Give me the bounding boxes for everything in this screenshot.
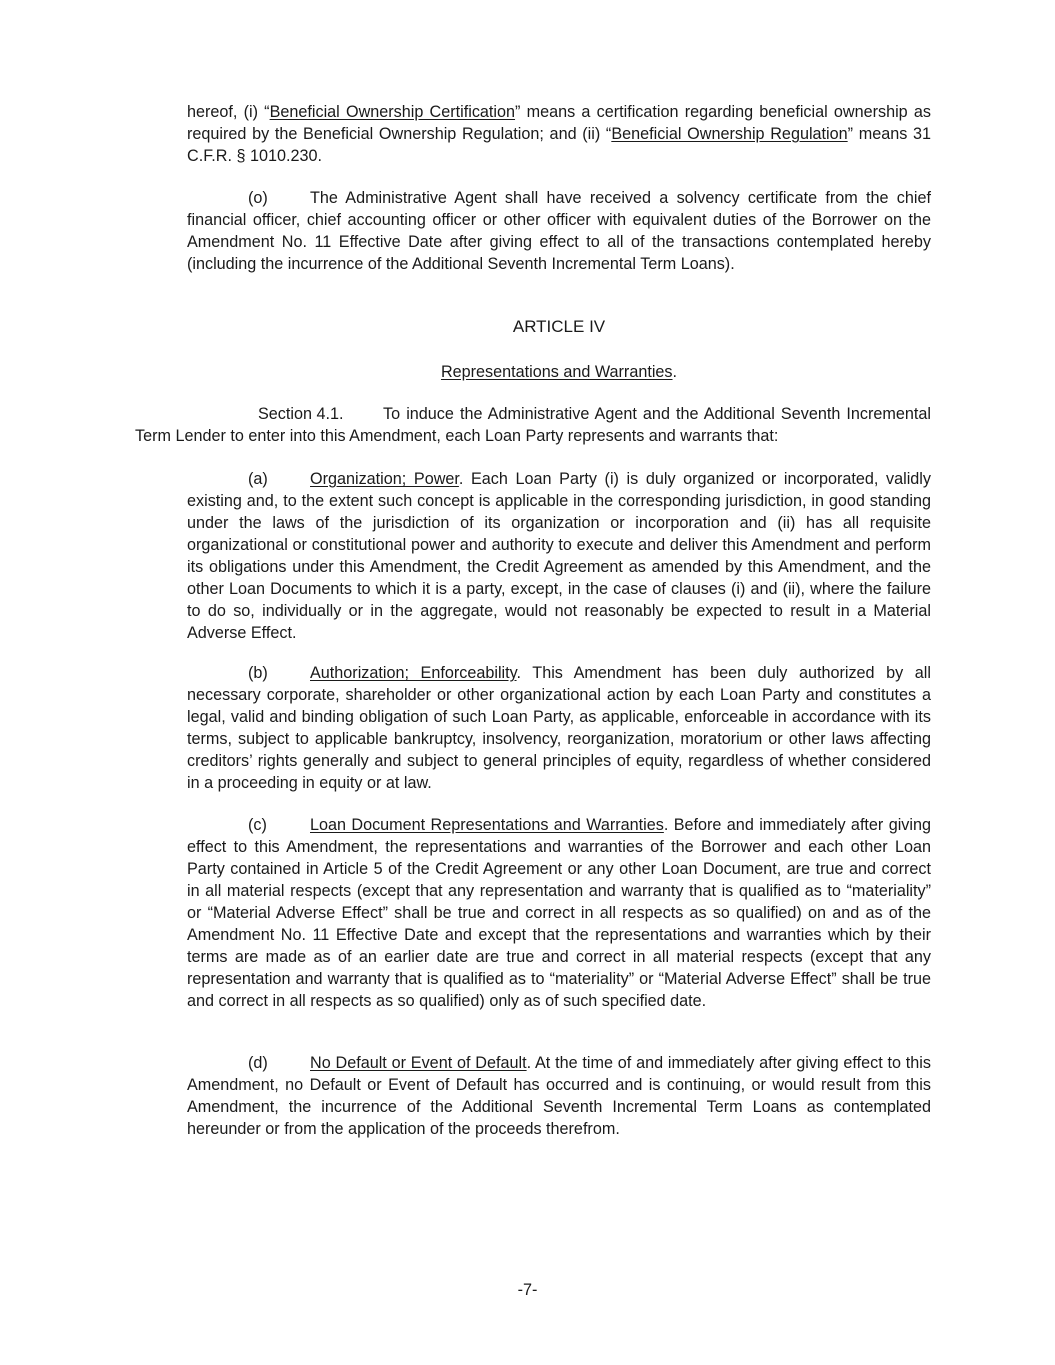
paragraph-o	[187, 187, 931, 275]
paragraph-number: (o)	[248, 189, 268, 207]
article-title-period: .	[672, 363, 678, 381]
definition-paragraph-continued	[187, 101, 931, 167]
paragraph-text: . At the time of and immediately after giving effect to this Amendment, no Default or Event of Default has occurred and is continuing, or would result from this Amendment, the incurrence of the Additional Seventh Incremental Term Loans as contemplated hereunder or from the application of the proceeds therefrom.	[187, 1054, 931, 1138]
text-run: hereof, (i) “	[187, 103, 270, 121]
section-text: To induce the Administrative Agent and the Additional Seventh Incremental Term Lender to enter into this Amendment, each Loan Party represents and warrants that:	[135, 405, 931, 445]
paragraph-caption: Authorization; Enforceability	[310, 664, 517, 682]
paragraph-text: . Before and immediately after giving effect to this Amendment, the representations and warranties of the Borrower and each other Loan Party contained in Article 5 of the Credit Agreement or any other Loan Document, are true and correct in all material respects (except that any representation and warranty that is qualified as to “materiality” or “Material Adverse Effect” shall be true and correct in all respects as so qualified) on and as of the Amendment No. 11 Effective Date and except that the representations and warranties which by their terms are made as of an earlier date are true and correct in all material respects (except that any representation and warranty that is qualified as to “materiality” or “Material Adverse Effect” shall be true and correct in all respects as so qualified) only as of such specified date.	[187, 816, 931, 1010]
text-run: ” means 31 C.F.R. § 1010.230.	[187, 125, 932, 165]
paragraph-text: The Administrative Agent shall have received a solvency certificate from the chief financial officer, chief accounting officer or other officer with equivalent duties of the Borrower on the Amendment No. 11 Effective Date after giving effect to all of the transactions contemplated hereby (including the incurrence of the Additional Seventh Incremental Term Loans).	[187, 189, 931, 273]
paragraph-b	[187, 662, 931, 794]
paragraph-caption: Loan Document Representations and Warranties	[310, 816, 664, 834]
defined-term-beneficial-ownership-regulation: Beneficial Ownership Regulation	[611, 125, 848, 143]
section-number: Section 4.1.	[258, 405, 344, 423]
paragraph-number: (d)	[248, 1054, 268, 1072]
paragraph-a	[187, 468, 931, 644]
article-heading: ARTICLE IV	[512, 317, 606, 336]
paragraph-text: . This Amendment has been duly authorized by all necessary corporate, shareholder or other organizational action by each Loan Party and constitutes a legal, valid and binding obligation of such Loan Party, as applicable, enforceable in accordance with its terms, subject to applicable bankruptcy, insolvency, reorganization, moratorium or other laws affecting creditors’ rights generally and subject to general principles of equity, regardless of whether considered in a proceeding in equity or at law.	[187, 664, 931, 792]
defined-term-beneficial-ownership-certification: Beneficial Ownership Certification	[269, 103, 516, 121]
paragraph-number: (a)	[248, 470, 268, 488]
paragraph-text: . Each Loan Party (i) is duly organized or incorporated, validly existing and, to the extent such concept is applicable in the corresponding jurisdiction, in good standing under the laws of the jurisdiction of its organization or incorporation and (ii) has all requisite organizational or constitutional power and authority to execute and deliver this Amendment and perform its obligations under this Amendment, the Credit Agreement as amended by this Amendment, and the other Loan Documents to which it is a party, except, in the case of clauses (i) and (ii), where the failure to do so, individually or in the aggregate, would not reasonably be expected to result in a Material Adverse Effect.	[187, 470, 931, 642]
paragraph-number: (b)	[248, 664, 268, 682]
page-number: -7-	[517, 1281, 538, 1299]
paragraph-c	[187, 814, 931, 1012]
paragraph-d	[187, 1052, 931, 1140]
article-title	[187, 361, 931, 383]
article-title-text: Representations and Warranties	[440, 363, 673, 381]
paragraph-caption: No Default or Event of Default	[310, 1054, 527, 1072]
paragraph-number: (c)	[248, 816, 267, 834]
text-run: ” means a certification regarding beneficial ownership as required by the Beneficial Ownership Regulation; and (ii) “	[187, 103, 931, 143]
paragraph-caption: Organization; Power	[310, 470, 459, 488]
section-4-1	[135, 403, 931, 447]
